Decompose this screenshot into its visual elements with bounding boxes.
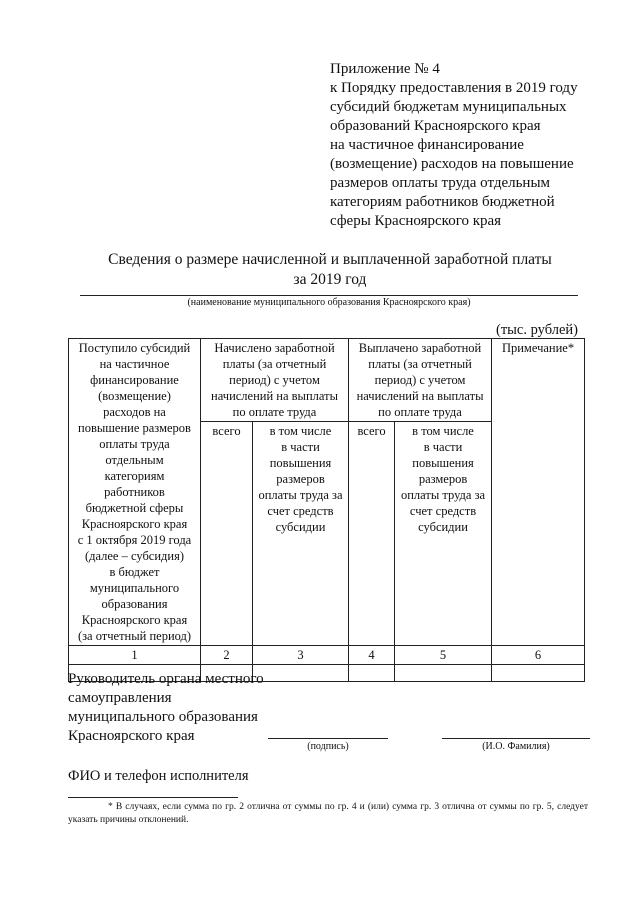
column-number: 5 (395, 646, 492, 665)
appendix-header (330, 60, 630, 231)
table-cell[interactable] (253, 665, 349, 682)
signatory-line: Руководитель органа местного (68, 671, 264, 687)
table-cell[interactable] (395, 665, 492, 682)
appendix-line: на частичное финансирование (330, 137, 524, 153)
appendix-line: категориям работников бюджетной (330, 194, 555, 210)
executor-label: ФИО и телефон исполнителя (68, 768, 249, 784)
name-fill-line (442, 738, 590, 739)
municipality-caption: (наименование муниципального образования Красноярского края) (187, 297, 471, 308)
column-number-row (69, 646, 585, 665)
appendix-line: к Порядку предоставления в 2019 году (330, 80, 578, 96)
document-title (60, 250, 600, 290)
signature-caption: (подпись) (307, 741, 349, 752)
paid-including-header: в том числе в части повышения размеров оплаты труда за счет средств субсидии (395, 422, 492, 646)
signatory-line: муниципального образования (68, 709, 258, 725)
column-number: 2 (201, 646, 253, 665)
title-line-2: за 2019 год (293, 271, 367, 288)
appendix-line: (возмещение) расходов на повышение (330, 156, 574, 172)
appendix-line: образований Красноярского края (330, 118, 541, 134)
footnote-separator (68, 797, 238, 798)
table-cell[interactable] (349, 665, 395, 682)
table-cell[interactable] (492, 665, 585, 682)
accrued-total-header: всего (201, 422, 253, 646)
column-number: 4 (349, 646, 395, 665)
appendix-line: размеров оплаты труда отдельным (330, 175, 551, 191)
appendix-line: сферы Красноярского края (330, 213, 502, 229)
col1-header: Поступило субсидий на частичное финансирование (возмещение) расходов на повышение размеров оплаты труда отдельным категориям работников бюджетной сферы Красноярского края с 1 октября 2019 года (далее – субсидия) в бюджет муниципального образования Красноярского края (за отчетный период) (69, 339, 201, 646)
column-number: 3 (253, 646, 349, 665)
appendix-line: Приложение № 4 (330, 61, 440, 77)
accrued-header: Начислено заработной платы (за отчетный период) с учетом начислений на выплаты по оплате труда (201, 339, 349, 422)
name-caption: (И.О. Фамилия) (482, 741, 550, 752)
footnote: * В случаях, если сумма по гр. 2 отлична от суммы по гр. 4 и (или) сумма гр. 3 отлична от суммы по гр. 5, следует указать причины отклонений. (68, 802, 588, 825)
signatory-line: самоуправления (68, 690, 172, 706)
table-header-row (69, 339, 585, 422)
paid-header: Выплачено заработной платы (за отчетный период) с учетом начислений на выплаты по оплате труда (349, 339, 492, 422)
appendix-line: субсидий бюджетам муниципальных (330, 99, 567, 115)
column-number: 6 (492, 646, 585, 665)
paid-total-header: всего (349, 422, 395, 646)
salary-table (68, 338, 585, 682)
municipality-fill-line (80, 295, 578, 296)
signatory-line: Красноярского края (68, 728, 195, 744)
signature-block (68, 670, 264, 746)
signature-fill-line (268, 738, 388, 739)
column-number: 1 (69, 646, 201, 665)
units-label: (тыс. рублей) (496, 322, 578, 338)
title-line-1: Сведения о размере начисленной и выплаченной заработной платы (108, 251, 552, 268)
note-header: Примечание* (492, 339, 585, 646)
accrued-including-header: в том числе в части повышения размеров оплаты труда за счет средств субсидии (253, 422, 349, 646)
